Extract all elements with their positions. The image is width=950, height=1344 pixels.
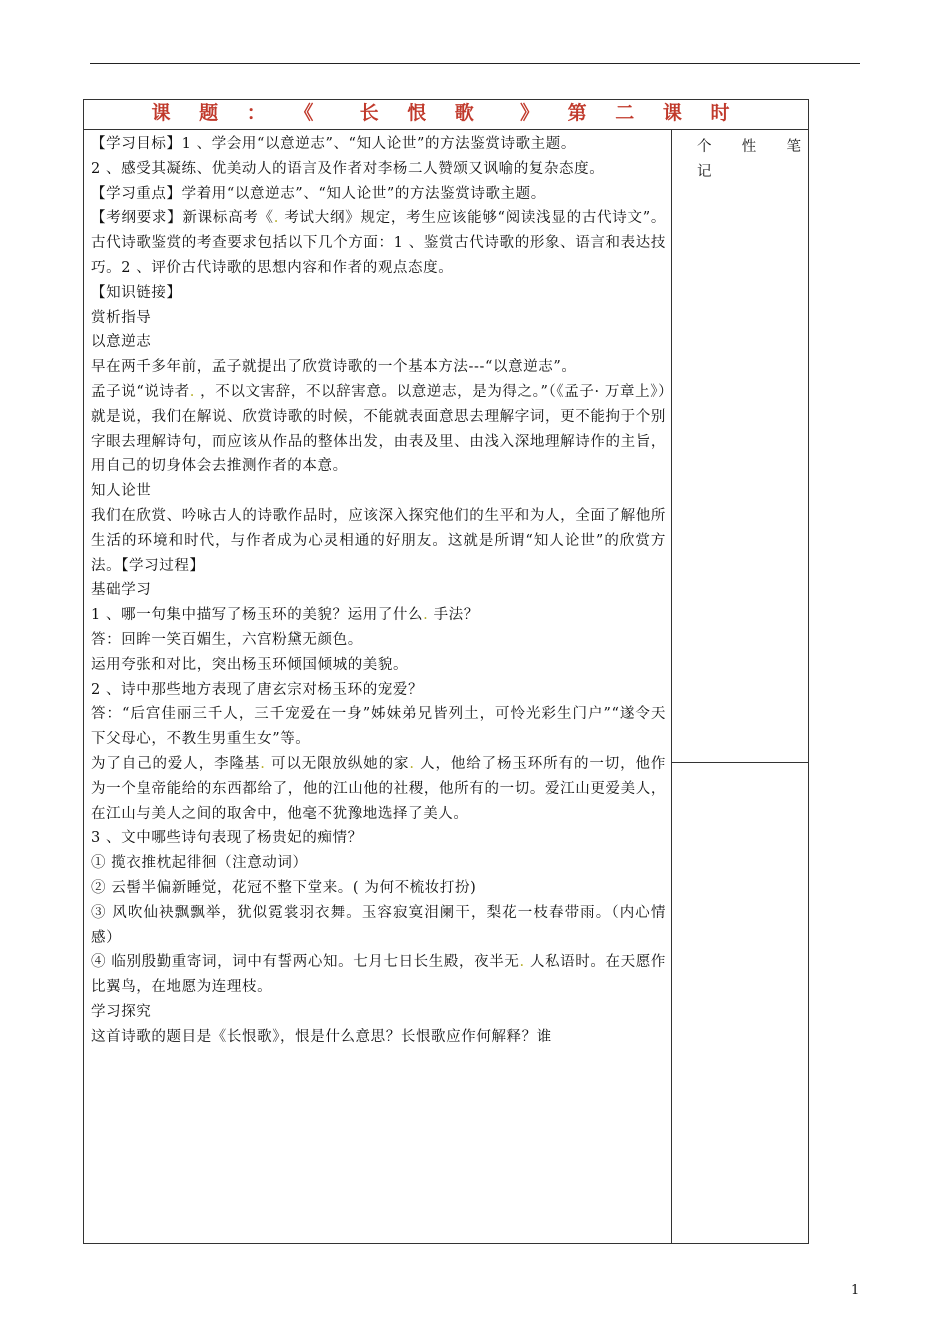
paragraph: 2 、诗中那些地方表现了唐玄宗对杨玉环的宠爱？ xyxy=(91,681,424,698)
paragraph: ① 揽衣推枕起徘徊（注意动词） xyxy=(91,855,308,872)
paragraph: 答：“后宫佳丽三千人，三千宠爱在一身”姊妹弟兄皆列土，可怜光彩生门户”“遂令天下父母心，不教生男重生女”等。 xyxy=(91,706,666,748)
stray-dot: . xyxy=(409,755,421,772)
notes-label xyxy=(697,135,801,185)
paragraph: 为了自己的爱人，李隆基. 可以无限放纵她的家. 人，他给了杨玉环所有的一切，他作为一个皇帝能给的东西都给了，他的江山他的社稷，他所有的一切。爱江山更爱美人，在江山与美人之间的取舍中，他毫不犹豫地选择了美人。 xyxy=(91,755,666,822)
stray-dot: . xyxy=(189,383,201,400)
paragraph: 孟子说“说诗者. ，不以文害辞，不以辞害意。以意逆志，是为得之。”（《孟子· 万章上》）就是说，我们在解说、欣赏诗歌的时候，不能就表面意思去理解字词，更不能拘于个别字眼去理解诗句，而应该从作品的整体出发，由表及里、由浅入深地理解诗作的主旨，用自己的切身体会去推测作者的本意。 xyxy=(91,383,666,475)
title-row xyxy=(84,100,808,130)
paragraph: 【学习目标】1 、学会用“以意逆志”、“知人论世”的方法鉴赏诗歌主题。 xyxy=(91,136,576,152)
notes-label-char: 笔 xyxy=(786,139,801,155)
paragraph: 【知识链接】 xyxy=(91,284,182,301)
paragraph: 1 、哪一句集中描写了杨玉环的美貌？运用了什么. 手法？ xyxy=(91,607,479,624)
notes-label-char: 性 xyxy=(741,139,757,155)
paragraph: 学习探究 xyxy=(91,1003,152,1020)
notes-label-char: 记 xyxy=(697,164,712,180)
paragraph: 【学习重点】学着用“以意逆志”、“知人论世”的方法鉴赏诗歌主题。 xyxy=(91,185,546,202)
paragraph: 答：回眸一笑百媚生，六宫粉黛无颜色。 xyxy=(91,631,363,648)
paragraph: ④ 临别殷勤重寄词，词中有誓两心知。七月七日长生殿，夜半无. 人私语时。在天愿作比翼鸟，在地愿为连理枝。 xyxy=(91,954,666,996)
stray-dot: . xyxy=(260,755,271,772)
content-column xyxy=(84,129,672,1243)
paragraph: ③ 风吹仙袂飘飘举，犹似霓裳羽衣舞。玉容寂寞泪阑干，梨花一枝春带雨。（内心情感） xyxy=(91,904,666,946)
paragraph: 以意逆志 xyxy=(91,334,152,351)
notes-cell xyxy=(672,129,808,763)
paragraph: 这首诗歌的题目是《长恨歌》，恨是什么意思？长恨歌应作何解释？谁 xyxy=(91,1028,552,1045)
paragraph: 赏析指导 xyxy=(91,309,152,326)
paragraph: 3 、文中哪些诗句表现了杨贵妃的痴情？ xyxy=(91,830,363,847)
paragraph: 【考纲要求】新课标高考《. 考试大纲》规定，考生应该能够“阅读浅显的古代诗文”。古代诗歌鉴赏的考查要求包括以下几个方面：1 、鉴赏古代诗歌的形象、语言和表达技巧。2 、评价古代诗歌的思想内容和作者的观点态度。 xyxy=(91,210,666,276)
notes-cell-lower xyxy=(672,763,808,1243)
paragraph: 知人论世 xyxy=(91,483,152,500)
stray-dot: . xyxy=(273,210,285,227)
paragraph: 2 、感受其凝练、优美动人的语言及作者对李杨二人赞颂又讽喻的复杂态度。 xyxy=(91,160,605,177)
paragraph: 运用夸张和对比，突出杨玉环倾国倾城的美貌。 xyxy=(91,656,409,673)
paragraph: 我们在欣赏、吟咏古人的诗歌作品时，应该深入探究他们的生平和为人，全面了解他所生活的环境和时代，与作者成为心灵相通的好朋友。这就是所谓“知人论世”的欣赏方法。【学习过程】 xyxy=(91,507,666,574)
lesson-table xyxy=(83,99,809,1244)
stray-dot: . xyxy=(423,607,434,624)
stray-dot: . xyxy=(519,954,530,971)
paragraph: 基础学习 xyxy=(91,582,152,599)
header-rule xyxy=(90,63,860,64)
content-text xyxy=(91,132,666,1049)
notes-label-char: 个 xyxy=(697,139,712,155)
lesson-title: 课 题 ： 《 长 恨 歌 》 第 二 课 时 xyxy=(151,102,741,124)
paragraph: 早在两千多年前，孟子就提出了欣赏诗歌的一个基本方法---“以意逆志”。 xyxy=(91,359,577,376)
paragraph: ② 云髻半偏新睡觉，花冠不整下堂来。( 为何不梳妆打扮) xyxy=(91,879,477,896)
page-number: 1 xyxy=(851,1283,860,1298)
